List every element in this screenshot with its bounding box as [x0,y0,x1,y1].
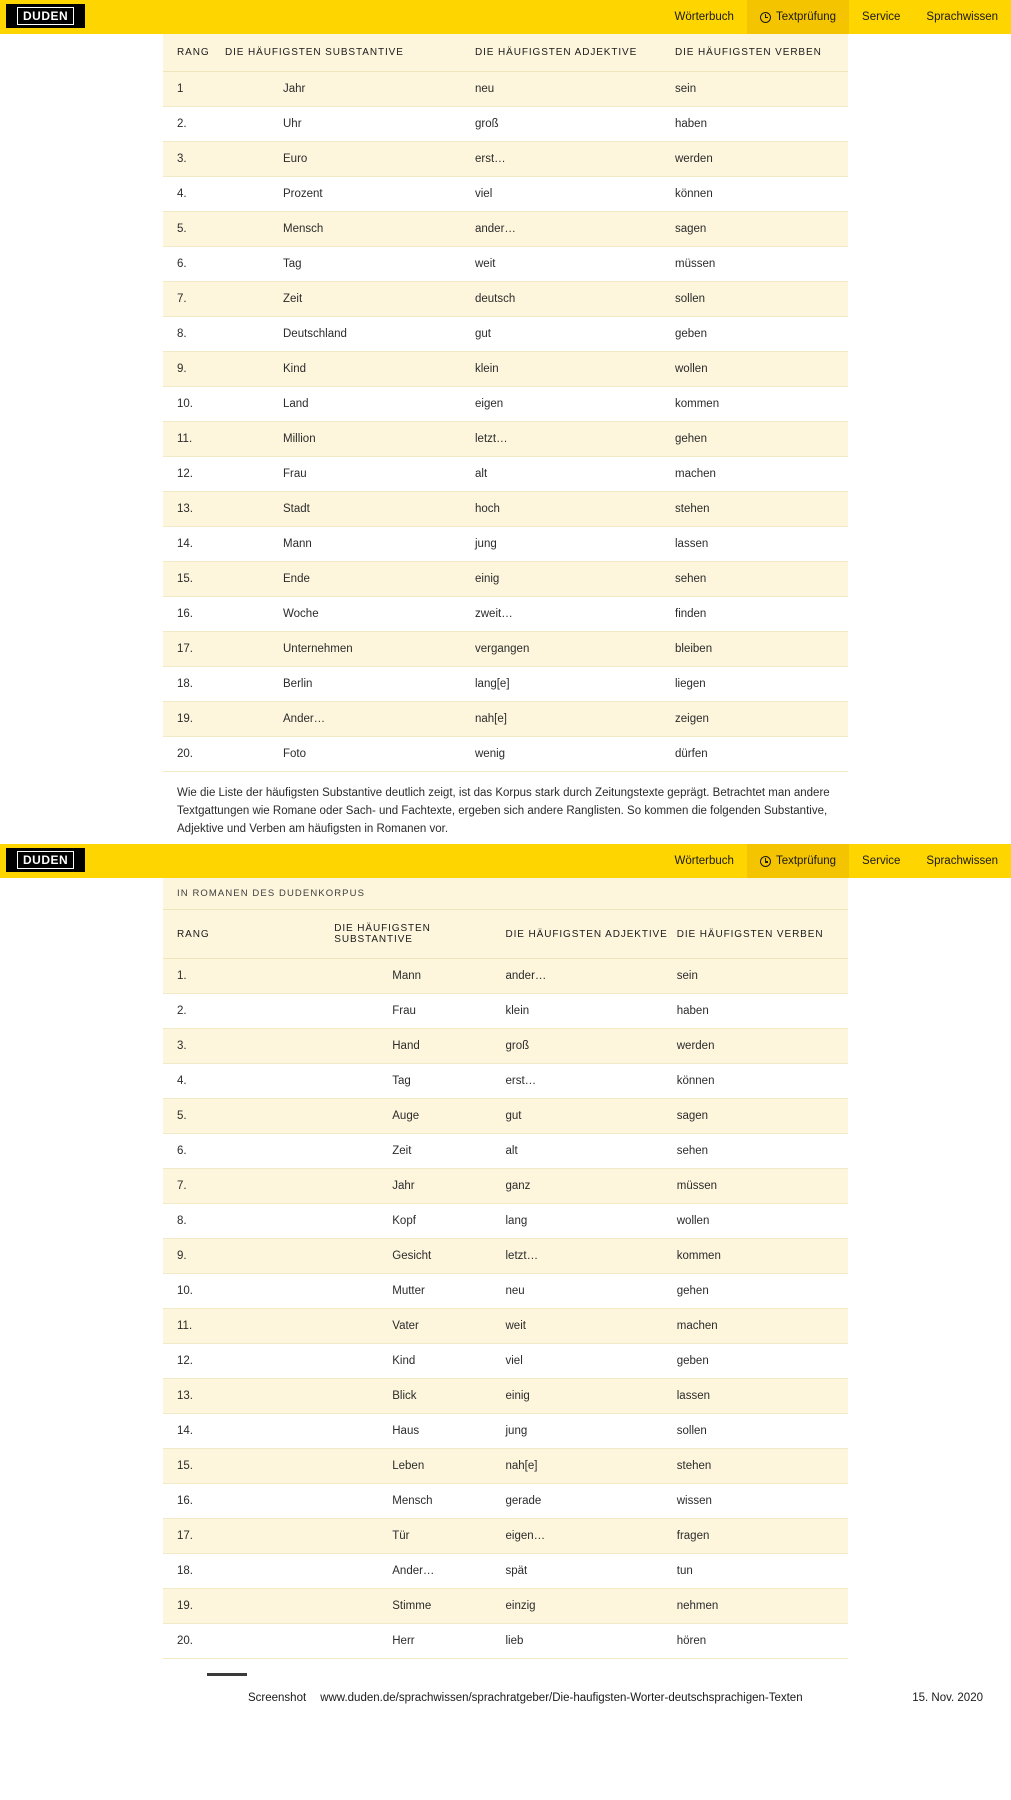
cell-verb: nehmen [677,1589,848,1624]
nav-label-textpruefung-2: Textprüfung [775,855,837,868]
cell-substantiv: Land [225,387,475,422]
cell-adjektiv: wenig [475,737,675,772]
col-header-verben-1: DIE HÄUFIGSTEN VERBEN [675,34,848,72]
table-row [163,387,848,422]
cell-adjektiv: lang [506,1204,677,1239]
cell-adjektiv: einig [475,562,675,597]
clock-icon-1 [760,12,771,23]
cell-adjektiv: eigen [475,387,675,422]
cell-verb: wissen [677,1484,848,1519]
col-header-rang-2: RANG [163,910,334,959]
cell-adjektiv: eigen… [506,1519,677,1554]
cell-rang: 11. [163,1309,334,1344]
cell-adjektiv: jung [475,527,675,562]
cell-adjektiv: vergangen [475,632,675,667]
cell-verb: können [675,177,848,212]
cell-rang: 10. [163,387,225,422]
cell-substantiv: Mann [225,527,475,562]
cell-verb: wollen [675,352,848,387]
nav-label-woerterbuch-1: Wörterbuch [674,11,734,23]
cell-rang: 8. [163,317,225,352]
cell-verb: gehen [675,422,848,457]
cell-adjektiv: deutsch [475,282,675,317]
nav-label-sprachwissen-1: Sprachwissen [926,11,998,23]
table-row [163,562,848,597]
cell-substantiv: Deutschland [225,317,475,352]
cell-adjektiv: ander… [506,959,677,994]
cell-rang: 11. [163,422,225,457]
cell-adjektiv: erst… [506,1064,677,1099]
nav-item-textpruefung-2[interactable] [747,844,849,878]
cell-verb: stehen [675,492,848,527]
cell-rang: 19. [163,702,225,737]
col-header-verben-2: DIE HÄUFIGSTEN VERBEN [677,910,848,959]
cell-verb: geben [675,317,848,352]
table-row [163,1204,848,1239]
cell-adjektiv: weit [506,1309,677,1344]
cell-rang: 12. [163,1344,334,1379]
cell-adjektiv: groß [506,1029,677,1064]
cell-verb: kommen [677,1239,848,1274]
cell-verb: machen [677,1309,848,1344]
content-section-2 [0,878,1011,1659]
cell-rang: 5. [163,212,225,247]
cell-verb: finden [675,597,848,632]
cell-substantiv: Blick [334,1379,505,1414]
cell-rang: 7. [163,282,225,317]
cell-verb: hören [677,1624,848,1659]
cell-rang: 19. [163,1589,334,1624]
cell-rang: 13. [163,1379,334,1414]
col-header-substantive-2: DIE HÄUFIGSTEN SUBSTANTIVE [334,910,505,959]
cell-rang: 14. [163,527,225,562]
duden-logo-2[interactable] [6,848,85,872]
table-row [163,1134,848,1169]
nav-item-woerterbuch-2[interactable] [662,844,747,878]
table-row [163,1064,848,1099]
col-header-adjektive-1: DIE HÄUFIGSTEN ADJEKTIVE [475,34,675,72]
cell-substantiv: Tag [334,1064,505,1099]
footer-line [0,1692,1011,1704]
table-row [163,959,848,994]
table-row [163,1169,848,1204]
cell-substantiv: Jahr [334,1169,505,1204]
cell-verb: stehen [677,1449,848,1484]
cell-verb: tun [677,1554,848,1589]
cell-substantiv: Zeit [225,282,475,317]
cell-substantiv: Stadt [225,492,475,527]
cell-substantiv: Vater [334,1309,505,1344]
nav-item-service-2[interactable] [849,844,913,878]
duden-header-bar-2 [0,844,1011,878]
cell-substantiv: Gesicht [334,1239,505,1274]
cell-adjektiv: viel [506,1344,677,1379]
frequency-table-1 [163,34,848,772]
table-row [163,492,848,527]
cell-adjektiv: lang[e] [475,667,675,702]
cell-substantiv: Mutter [334,1274,505,1309]
table-row [163,1099,848,1134]
cell-substantiv: Mensch [225,212,475,247]
main-nav-1 [662,0,1011,34]
cell-substantiv: Tür [334,1519,505,1554]
cell-substantiv: Zeit [334,1134,505,1169]
cell-verb: sein [675,72,848,107]
table-row [163,994,848,1029]
cell-rang: 6. [163,1134,334,1169]
cell-rang: 18. [163,1554,334,1589]
frequency-table-2-body [163,878,848,1659]
table-row [163,632,848,667]
cell-rang: 17. [163,1519,334,1554]
cell-rang: 12. [163,457,225,492]
cell-substantiv: Ander… [334,1554,505,1589]
cell-verb: kommen [675,387,848,422]
cell-adjektiv: erst… [475,142,675,177]
cell-adjektiv: lieb [506,1624,677,1659]
cell-rang: 17. [163,632,225,667]
cell-substantiv: Kind [225,352,475,387]
table-row [163,1029,848,1064]
cell-verb: haben [675,107,848,142]
cell-verb: bleiben [675,632,848,667]
cell-verb: sagen [677,1099,848,1134]
frequency-table-2 [163,878,848,1659]
cell-adjektiv: alt [475,457,675,492]
cell-rang: 7. [163,1169,334,1204]
table-row [163,72,848,107]
cell-adjektiv: einig [506,1379,677,1414]
cell-verb: sein [677,959,848,994]
cell-adjektiv: gut [506,1099,677,1134]
table-header-row-2 [163,910,848,959]
cell-adjektiv: weit [475,247,675,282]
table-row [163,702,848,737]
cell-substantiv: Ander… [225,702,475,737]
cell-adjektiv: ganz [506,1169,677,1204]
cell-adjektiv: jung [506,1414,677,1449]
cell-rang: 14. [163,1414,334,1449]
duden-header-bar-1 [0,0,1011,34]
footer-rule [207,1673,247,1676]
table-row [163,1449,848,1484]
table-row [163,1309,848,1344]
cell-substantiv: Unternehmen [225,632,475,667]
cell-substantiv: Woche [225,597,475,632]
cell-substantiv: Tag [225,247,475,282]
cell-adjektiv: neu [506,1274,677,1309]
cell-verb: lassen [677,1379,848,1414]
cell-substantiv: Uhr [225,107,475,142]
cell-verb: dürfen [675,737,848,772]
cell-verb: können [677,1064,848,1099]
cell-rang: 3. [163,142,225,177]
table-row [163,107,848,142]
table-row [163,597,848,632]
nav-label-woerterbuch-2: Wörterbuch [674,855,734,868]
cell-verb: sollen [675,282,848,317]
cell-rang: 20. [163,737,225,772]
cell-rang: 13. [163,492,225,527]
nav-label-textpruefung-1: Textprüfung [775,11,837,23]
cell-verb: werden [677,1029,848,1064]
cell-substantiv: Leben [334,1449,505,1484]
table-row [163,737,848,772]
cell-rang: 20. [163,1624,334,1659]
cell-verb: müssen [675,247,848,282]
cell-rang: 15. [163,562,225,597]
col-header-adjektive-2: DIE HÄUFIGSTEN ADJEKTIVE [506,910,677,959]
cell-rang: 10. [163,1274,334,1309]
cell-substantiv: Foto [225,737,475,772]
nav-item-sprachwissen-2[interactable] [913,844,1011,878]
cell-adjektiv: nah[e] [475,702,675,737]
cell-adjektiv: alt [506,1134,677,1169]
nav-item-sprachwissen-1[interactable] [913,0,1011,34]
cell-adjektiv: zweit… [475,597,675,632]
frequency-table-section-2 [163,878,848,1659]
table-row [163,1379,848,1414]
cell-substantiv: Jahr [225,72,475,107]
cell-adjektiv: neu [475,72,675,107]
cell-rang: 15. [163,1449,334,1484]
cell-adjektiv: spät [506,1554,677,1589]
cell-verb: fragen [677,1519,848,1554]
cell-adjektiv: gerade [506,1484,677,1519]
cell-substantiv: Ende [225,562,475,597]
table-row [163,282,848,317]
cell-substantiv: Berlin [225,667,475,702]
cell-substantiv: Hand [334,1029,505,1064]
nav-label-sprachwissen-2: Sprachwissen [926,855,998,868]
cell-adjektiv: viel [475,177,675,212]
table-caption-row-2 [163,878,848,910]
table-row [163,667,848,702]
cell-verb: wollen [677,1204,848,1239]
table-row [163,1239,848,1274]
table-row [163,1554,848,1589]
nav-item-service-1[interactable] [849,0,913,34]
cell-rang: 16. [163,1484,334,1519]
cell-adjektiv: ander… [475,212,675,247]
nav-label-service-2: Service [862,855,901,868]
cell-verb: sagen [675,212,848,247]
table-row [163,1274,848,1309]
footer-date: 15. Nov. 2020 [912,1692,983,1705]
cell-adjektiv: nah[e] [506,1449,677,1484]
cell-verb: werden [675,142,848,177]
cell-rang: 6. [163,247,225,282]
cell-rang: 4. [163,1064,334,1099]
cell-rang: 5. [163,1099,334,1134]
cell-rang: 18. [163,667,225,702]
table-row [163,1484,848,1519]
cell-substantiv: Stimme [334,1589,505,1624]
cell-substantiv: Haus [334,1414,505,1449]
cell-verb: sollen [677,1414,848,1449]
cell-rang: 1 [163,72,225,107]
clock-icon-2 [760,856,771,867]
cell-rang: 1. [163,959,334,994]
cell-rang: 9. [163,352,225,387]
table-row [163,1589,848,1624]
cell-rang: 3. [163,1029,334,1064]
table-caption-2: IN ROMANEN DES DUDENKORPUS [163,878,848,910]
cell-substantiv: Million [225,422,475,457]
cell-substantiv: Prozent [225,177,475,212]
cell-substantiv: Mann [334,959,505,994]
cell-adjektiv: letzt… [506,1239,677,1274]
col-header-substantive-1: DIE HÄUFIGSTEN SUBSTANTIVE [225,34,475,72]
table-row [163,247,848,282]
cell-verb: zeigen [675,702,848,737]
cell-verb: gehen [677,1274,848,1309]
cell-substantiv: Herr [334,1624,505,1659]
table-row [163,1344,848,1379]
nav-item-woerterbuch-1[interactable] [662,0,747,34]
cell-adjektiv: gut [475,317,675,352]
frequency-table-section-1 [163,34,848,838]
cell-substantiv: Kopf [334,1204,505,1239]
duden-logo-1[interactable] [6,4,85,28]
table-row [163,212,848,247]
cell-verb: machen [675,457,848,492]
table-row [163,457,848,492]
nav-label-service-1: Service [862,11,901,23]
cell-substantiv: Frau [334,994,505,1029]
cell-verb: haben [677,994,848,1029]
cell-verb: müssen [677,1169,848,1204]
cell-substantiv: Frau [225,457,475,492]
footer-label: Screenshot [248,1692,307,1705]
table-header-row-1 [163,34,848,72]
explanatory-paragraph: Wie die Liste der häufigsten Substantive deutlich zeigt, ist das Korpus stark durch Zeitungstexte geprägt. Betrachtet man andere Textgattungen wie Romane oder Sach- und Fachtexte, ergeben sich andere Ranglisten. So kommen die folgenden Substantive, Adjektive und Verben am häufigsten in Romanen vor. [177,787,830,835]
cell-substantiv: Kind [334,1344,505,1379]
content-section-1 [0,34,1011,838]
cell-adjektiv: groß [475,107,675,142]
table-row [163,1624,848,1659]
cell-rang: 8. [163,1204,334,1239]
cell-substantiv: Auge [334,1099,505,1134]
nav-item-textpruefung-1[interactable] [747,0,849,34]
cell-adjektiv: hoch [475,492,675,527]
table-row [163,422,848,457]
duden-logo-label-2: DUDEN [17,851,74,869]
cell-adjektiv: letzt… [475,422,675,457]
cell-rang: 16. [163,597,225,632]
table-row [163,177,848,212]
duden-logo-label-1: DUDEN [17,7,74,25]
col-header-rang-1: RANG [163,34,225,72]
table-row [163,527,848,562]
cell-substantiv: Mensch [334,1484,505,1519]
footer-url[interactable]: www.duden.de/sprachwissen/sprachratgeber/Die-haufigsten-Worter-deutschsprachigen-Texten [320,1692,803,1705]
cell-rang: 2. [163,994,334,1029]
table-row [163,142,848,177]
cell-verb: lassen [675,527,848,562]
cell-substantiv: Euro [225,142,475,177]
main-nav-2 [662,844,1011,878]
cell-verb: sehen [677,1134,848,1169]
table-row [163,352,848,387]
cell-rang: 4. [163,177,225,212]
cell-verb: geben [677,1344,848,1379]
cell-adjektiv: einzig [506,1589,677,1624]
cell-adjektiv: klein [506,994,677,1029]
cell-rang: 2. [163,107,225,142]
table-row [163,1519,848,1554]
cell-adjektiv: klein [475,352,675,387]
footer [0,1659,1011,1704]
cell-verb: liegen [675,667,848,702]
cell-rang: 9. [163,1239,334,1274]
table-row [163,1414,848,1449]
cell-verb: sehen [675,562,848,597]
table-row [163,317,848,352]
frequency-table-1-body [163,34,848,772]
